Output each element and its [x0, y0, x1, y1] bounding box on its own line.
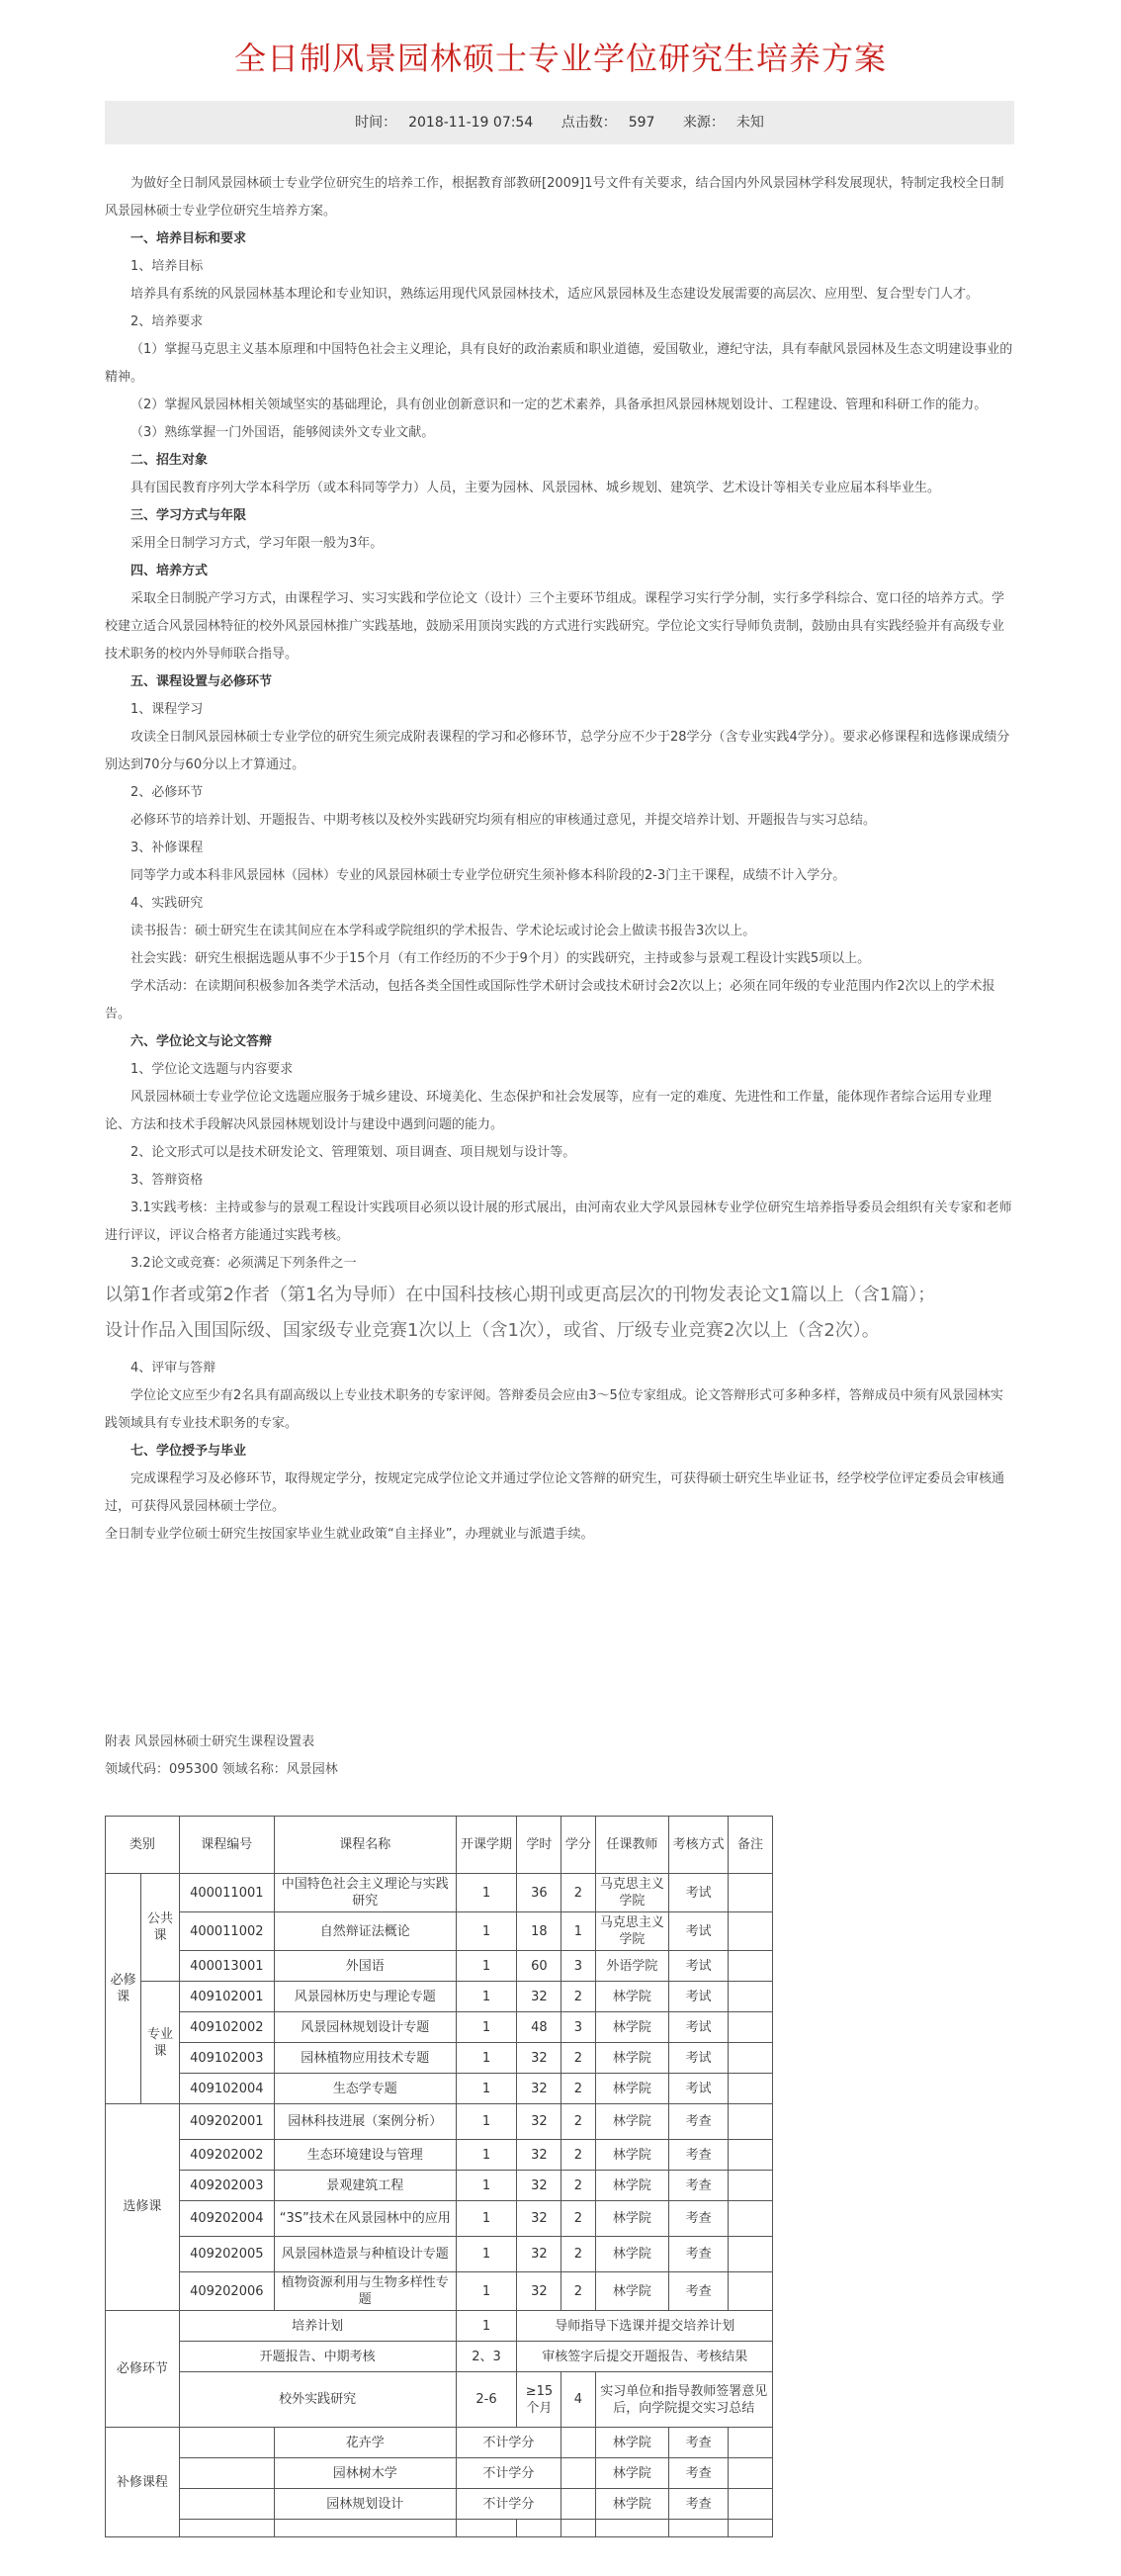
table-cell: 1	[456, 1951, 517, 1982]
table-cell: 考试	[669, 1951, 729, 1982]
table-cell: 2	[561, 2074, 595, 2104]
table-cell: 2	[561, 2104, 595, 2140]
table-cell: 林学院	[595, 2237, 669, 2272]
paragraph: 同等学力或本科非风景园林（园林）专业的风景园林硕士专业学位研究生须补修本科阶段的2-3门主干课程，成绩不计入学分。	[130, 868, 846, 883]
table-cell: 林学院	[595, 2458, 669, 2489]
table-row	[106, 2428, 773, 2458]
table-cell: 林学院	[595, 2140, 669, 2171]
table-cell	[274, 2520, 456, 2537]
table-cell: 32	[517, 2104, 561, 2140]
table-cell	[561, 2428, 595, 2458]
table-cell: 2	[561, 1982, 595, 2012]
subsection-heading: 4、评审与答辩	[130, 1361, 216, 1376]
table-cell: 2	[561, 2201, 595, 2237]
table-cell	[729, 2201, 773, 2237]
intro-paragraph: 为做好全日制风景园林硕士专业学位研究生的培养工作，根据教育部教研[2009]1号文件有关要求，结合国内外风景园林学科发展现状，特制定我校全日制风景园林硕士专业学位研究生培养方案。	[105, 176, 1004, 219]
article-body	[105, 170, 1014, 1549]
table-cell: 林学院	[595, 2012, 669, 2043]
table-cell: 考查	[669, 2272, 729, 2311]
table-cell: 2	[561, 2237, 595, 2272]
paragraph: （2）掌握风景园林相关领域坚实的基础理论，具有创业创新意识和一定的艺术素养，具备承担风景园林规划设计、工程建设、管理和科研工作的能力。	[130, 398, 988, 412]
table-cell: 32	[517, 2043, 561, 2074]
table-row	[106, 2104, 773, 2140]
table-cell	[729, 2171, 773, 2201]
table-cell	[729, 2140, 773, 2171]
table-cell: 植物资源利用与生物多样性专题	[274, 2272, 456, 2311]
table-cell: 园林树木学	[274, 2458, 456, 2489]
table-cell: 外语学院	[595, 1951, 669, 1982]
table-cell: 409202006	[179, 2272, 274, 2311]
table-cell	[729, 1874, 773, 1912]
table-cell: 考查	[669, 2140, 729, 2171]
paragraph: 学术活动：在读期间积极参加各类学术活动，包括各类全国性或国际性学术研讨会或技术研讨会2次以上；必须在同年级的专业范围内作2次以上的学术报告。	[105, 979, 995, 1022]
table-row	[106, 2489, 773, 2520]
table-cell: 审核签字后提交开题报告、考核结果	[517, 2342, 773, 2372]
paragraph: 攻读全日制风景园林硕士专业学位的研究生须完成附表课程的学习和必修环节，总学分应不少于28学分（含专业实践4学分）。要求必修课程和选修课成绩分别达到70分与60分以上才算通过。	[105, 730, 1010, 772]
time-info: 时间： 2018-11-19 07:54	[355, 115, 534, 131]
subsection-heading: 1、课程学习	[130, 702, 204, 717]
table-cell: 考试	[669, 1982, 729, 2012]
paragraph: 采用全日制学习方式，学习年限一般为3年。	[130, 536, 384, 551]
table-cell	[729, 1982, 773, 2012]
table-cell: 409202002	[179, 2140, 274, 2171]
section-heading: 二、招生对象	[130, 453, 209, 468]
table-cell: 考试	[669, 2074, 729, 2104]
paragraph: 社会实践：研究生根据选题从事不少于15个月（有工作经历的不少于9个月）的实践研究，主持或参与景观工程设计实践5项以上。	[130, 951, 871, 966]
table-cell	[179, 2520, 274, 2537]
table-cell	[729, 2104, 773, 2140]
table-cell: 2	[561, 2272, 595, 2311]
table-row	[106, 2012, 773, 2043]
table-cell	[729, 1951, 773, 1982]
paragraph: 3.2论文或竞赛：必须满足下列条件之一	[130, 1256, 357, 1271]
subsection-heading: 1、学位论文选题与内容要求	[130, 1062, 294, 1077]
table-cell	[561, 2489, 595, 2520]
table-cell: 409202005	[179, 2237, 274, 2272]
table-cell: 409202003	[179, 2171, 274, 2201]
table-row	[106, 1874, 773, 1912]
table-cell: 考查	[669, 2201, 729, 2237]
subsection-heading: 1、培养目标	[130, 259, 204, 274]
paragraph: 学位论文应至少有2名具有副高级以上专业技术职务的专家评阅。答辩委员会应由3～5位专家组成。论文答辩形式可多种多样，答辩成员中须有风景园林实践领域具有专业技术职务的专家。	[105, 1388, 1003, 1431]
source-info: 来源： 未知	[682, 115, 764, 131]
table-row	[106, 2171, 773, 2201]
table-row	[106, 2237, 773, 2272]
table-cell	[729, 2043, 773, 2074]
table-cell: 1	[456, 2074, 517, 2104]
table-cell: 园林科技进展（案例分析）	[274, 2104, 456, 2140]
table-cell: 生态环境建设与管理	[274, 2140, 456, 2171]
table-cell: 32	[517, 2272, 561, 2311]
table-cell: 3	[561, 2012, 595, 2043]
table-cell: 开题报告、中期考核	[179, 2342, 456, 2372]
table-cell: 36	[517, 1874, 561, 1912]
table-cell: 400013001	[179, 1951, 274, 1982]
table-cell: 1	[561, 1912, 595, 1951]
header-cell: 开课学期	[456, 1817, 517, 1874]
section-heading: 六、学位论文与论文答辩	[130, 1034, 273, 1049]
table-cell	[517, 2520, 561, 2537]
table-cell: 考查	[669, 2171, 729, 2201]
section-heading: 五、课程设置与必修环节	[130, 674, 273, 689]
table-row	[106, 1912, 773, 1951]
condition-item: 设计作品入围国际级、国家级专业竞赛1次以上（含1次），或省、厅级专业竞赛2次以上（含2次）。	[105, 1320, 880, 1341]
table-cell: 2	[561, 2171, 595, 2201]
subsection-heading: 2、培养要求	[130, 314, 204, 329]
table-cell: 1	[456, 2012, 517, 2043]
category-cell: 必修课	[106, 1874, 141, 2104]
subcategory-cell: 专业课	[141, 1982, 179, 2104]
table-cell	[595, 2520, 669, 2537]
table-cell: 不计学分	[456, 2458, 561, 2489]
table-cell: 林学院	[595, 2171, 669, 2201]
table-cell: 409102002	[179, 2012, 274, 2043]
table-cell: 1	[456, 1982, 517, 2012]
table-cell: 马克思主义学院	[595, 1912, 669, 1951]
table-cell: 考查	[669, 2489, 729, 2520]
table-cell	[729, 2012, 773, 2043]
table-cell: 48	[517, 2012, 561, 2043]
table-cell: 2	[561, 1874, 595, 1912]
table-cell: 外国语	[274, 1951, 456, 1982]
header-cell: 考核方式	[669, 1817, 729, 1874]
table-cell	[179, 2489, 274, 2520]
table-cell: 考试	[669, 1912, 729, 1951]
table-cell: 32	[517, 2074, 561, 2104]
click-count: 点击数： 597	[560, 115, 655, 131]
appendix-code-line: 领域代码：095300 领域名称：风景园林	[105, 1762, 338, 1777]
table-cell: 1	[456, 2272, 517, 2311]
table-cell: 林学院	[595, 1982, 669, 2012]
table-cell: 409202004	[179, 2201, 274, 2237]
table-cell: ≥15个月	[517, 2372, 561, 2428]
table-cell: 林学院	[595, 2201, 669, 2237]
table-row	[106, 2043, 773, 2074]
table-cell: 1	[456, 2311, 517, 2342]
table-cell: 风景园林历史与理论专题	[274, 1982, 456, 2012]
section-heading: 一、培养目标和要求	[130, 231, 247, 246]
course-table	[105, 1816, 773, 2537]
table-cell: 400011001	[179, 1874, 274, 1912]
header-cell: 备注	[729, 1817, 773, 1874]
paragraph: 读书报告：硕士研究生在读其间应在本学科或学院组织的学术报告、学术论坛或讨论会上做读书报告3次以上。	[130, 924, 756, 938]
category-cell: 必修环节	[106, 2311, 180, 2428]
subsection-heading: 3、补修课程	[130, 841, 204, 855]
table-cell: 409102001	[179, 1982, 274, 2012]
table-cell: 林学院	[595, 2074, 669, 2104]
table-cell: 林学院	[595, 2428, 669, 2458]
paragraph: 具有国民教育序列大学本科学历（或本科同等学力）人员，主要为园林、风景园林、城乡规划、建筑学、艺术设计等相关专业应届本科毕业生。	[130, 481, 941, 495]
table-cell: 景观建筑工程	[274, 2171, 456, 2201]
header-cell: 学时	[517, 1817, 561, 1874]
table-cell	[729, 2520, 773, 2537]
paragraph: （1）掌握马克思主义基本原理和中国特色社会主义理论，具有良好的政治素质和职业道德，爱国敬业，遵纪守法，具有奉献风景园林及生态文明建设事业的精神。	[105, 342, 1013, 385]
condition-item: 以第1作者或第2作者（第1名为导师）在中国科技核心期刊或更高层次的刊物发表论文1篇以上（含1篇）；	[105, 1285, 936, 1305]
table-cell: 1	[456, 1912, 517, 1951]
section-heading: 四、培养方式	[130, 564, 209, 578]
table-cell: 1	[456, 2201, 517, 2237]
header-cell: 任课教师	[595, 1817, 669, 1874]
header-cell: 学分	[561, 1817, 595, 1874]
table-cell: 考试	[669, 1874, 729, 1912]
appendix-title: 附表 风景园林硕士研究生课程设置表	[105, 1734, 315, 1749]
table-cell: 林学院	[595, 2272, 669, 2311]
subsection-heading: 2、论文形式可以是技术研发论文、管理策划、项目调查、项目规划与设计等。	[130, 1145, 576, 1160]
table-row	[106, 2342, 773, 2372]
table-cell: 32	[517, 2140, 561, 2171]
table-cell	[561, 2520, 595, 2537]
table-cell: 2	[561, 2043, 595, 2074]
subsection-heading: 3、答辩资格	[130, 1173, 204, 1188]
table-cell: 2	[561, 2140, 595, 2171]
subsection-heading: 4、实践研究	[130, 896, 204, 911]
table-cell	[729, 2489, 773, 2520]
category-cell: 选修课	[106, 2104, 180, 2311]
table-cell: 风景园林规划设计专题	[274, 2012, 456, 2043]
table-cell: 培养计划	[179, 2311, 456, 2342]
table-cell: 4	[561, 2372, 595, 2428]
paragraph: （3）熟练掌握一门外国语，能够阅读外文专业文献。	[130, 425, 435, 440]
table-cell: 3	[561, 1951, 595, 1982]
table-cell: 导师指导下选课并提交培养计划	[517, 2311, 773, 2342]
table-cell: “3S”技术在风景园林中的应用	[274, 2201, 456, 2237]
table-cell: 风景园林造景与种植设计专题	[274, 2237, 456, 2272]
page-title: 全日制风景园林硕士专业学位研究生培养方案	[233, 40, 887, 77]
header-cell: 课程名称	[274, 1817, 456, 1874]
table-cell	[729, 2428, 773, 2458]
subcategory-cell: 公共课	[141, 1874, 179, 1982]
table-row	[106, 2074, 773, 2104]
table-row	[106, 2458, 773, 2489]
appendix-caption	[105, 1729, 338, 1784]
table-cell	[729, 2074, 773, 2104]
table-cell: 不计学分	[456, 2489, 561, 2520]
table-cell	[179, 2428, 274, 2458]
table-cell: 马克思主义学院	[595, 1874, 669, 1912]
article-meta	[105, 101, 1014, 144]
table-cell: 18	[517, 1912, 561, 1951]
table-cell: 林学院	[595, 2104, 669, 2140]
table-cell: 花卉学	[274, 2428, 456, 2458]
table-row	[106, 2272, 773, 2311]
table-row	[106, 1982, 773, 2012]
table-cell	[729, 2458, 773, 2489]
table-cell: 32	[517, 2237, 561, 2272]
table-cell: 409102003	[179, 2043, 274, 2074]
table-cell: 1	[456, 2237, 517, 2272]
header-cell: 类别	[106, 1817, 180, 1874]
table-cell: 园林规划设计	[274, 2489, 456, 2520]
table-cell: 园林植物应用技术专题	[274, 2043, 456, 2074]
table-row	[106, 2201, 773, 2237]
subsection-heading: 2、必修环节	[130, 785, 204, 800]
table-cell: 不计学分	[456, 2428, 561, 2458]
paragraph: 培养具有系统的风景园林基本理论和专业知识，熟练运用现代风景园林技术，适应风景园林及生态建设发展需要的高层次、应用型、复合型专门人才。	[130, 287, 980, 302]
table-cell: 林学院	[595, 2489, 669, 2520]
table-cell: 实习单位和指导教师签署意见后，向学院提交实习总结	[595, 2372, 773, 2428]
table-cell: 考查	[669, 2237, 729, 2272]
table-cell: 60	[517, 1951, 561, 1982]
paragraph: 采取全日制脱产学习方式，由课程学习、实习实践和学位论文（设计）三个主要环节组成。课程学习实行学分制，实行多学科综合、宽口径的培养方式。学校建立适合风景园林特征的校外风景园林推广实践基地，鼓励采用顶岗实践的方式进行实践研究。学位论文实行导师负责制，鼓励由具有实践经验并有高级专业技术职务的校内外导师联合指导。	[105, 591, 1005, 662]
table-row	[106, 1951, 773, 1982]
table-cell: 2-6	[456, 2372, 517, 2428]
table-header-row	[106, 1817, 773, 1874]
table-cell: 考查	[669, 2428, 729, 2458]
table-cell: 1	[456, 2140, 517, 2171]
table-cell	[729, 2272, 773, 2311]
table-row	[106, 2520, 773, 2537]
paragraph: 全日制专业学位硕士研究生按国家毕业生就业政策“自主择业”，办理就业与派遣手续。	[105, 1527, 594, 1542]
table-cell: 2、3	[456, 2342, 517, 2372]
table-cell: 32	[517, 1982, 561, 2012]
paragraph: 3.1实践考核：主持或参与的景观工程设计实践项目必须以设计展的形式展出，由河南农业大学风景园林专业学位研究生培养指导委员会组织有关专家和老师进行评议，评议合格者方能通过实践考核。	[105, 1200, 1012, 1243]
table-cell: 1	[456, 1874, 517, 1912]
table-cell: 考查	[669, 2458, 729, 2489]
table-row	[106, 2311, 773, 2342]
table-cell: 1	[456, 2104, 517, 2140]
table-cell: 自然辩证法概论	[274, 1912, 456, 1951]
paragraph: 完成课程学习及必修环节，取得规定学分，按规定完成学位论文并通过学位论文答辩的研究生，可获得硕士研究生毕业证书，经学校学位评定委员会审核通过，可获得风景园林硕士学位。	[105, 1471, 1005, 1514]
table-cell: 32	[517, 2201, 561, 2237]
table-cell: 校外实践研究	[179, 2372, 456, 2428]
table-cell	[561, 2458, 595, 2489]
table-cell	[456, 2520, 517, 2537]
section-heading: 七、学位授予与毕业	[130, 1444, 247, 1459]
table-cell: 409102004	[179, 2074, 274, 2104]
table-cell: 409202001	[179, 2104, 274, 2140]
category-cell: 补修课程	[106, 2428, 180, 2537]
table-row	[106, 2140, 773, 2171]
table-cell: 1	[456, 2043, 517, 2074]
table-cell	[729, 1912, 773, 1951]
table-cell: 生态学专题	[274, 2074, 456, 2104]
paragraph: 风景园林硕士专业学位论文选题应服务于城乡建设、环境美化、生态保护和社会发展等，应有一定的难度、先进性和工作量，能体现作者综合运用专业理论、方法和技术手段解决风景园林规划设计与建设中遇到问题的能力。	[105, 1090, 992, 1132]
table-cell: 考试	[669, 2043, 729, 2074]
table-cell	[669, 2520, 729, 2537]
table-cell: 32	[517, 2171, 561, 2201]
table-cell: 中国特色社会主义理论与实践研究	[274, 1874, 456, 1912]
table-cell: 考查	[669, 2104, 729, 2140]
table-cell	[179, 2458, 274, 2489]
header-cell: 课程编号	[179, 1817, 274, 1874]
table-cell: 考试	[669, 2012, 729, 2043]
table-cell: 林学院	[595, 2043, 669, 2074]
paragraph: 必修环节的培养计划、开题报告、中期考核以及校外实践研究均须有相应的审核通过意见，并提交培养计划、开题报告与实习总结。	[130, 813, 877, 828]
table-row	[106, 2372, 773, 2428]
section-heading: 三、学习方式与年限	[130, 508, 247, 523]
table-cell: 400011002	[179, 1912, 274, 1951]
table-cell: 1	[456, 2171, 517, 2201]
table-cell	[729, 2237, 773, 2272]
